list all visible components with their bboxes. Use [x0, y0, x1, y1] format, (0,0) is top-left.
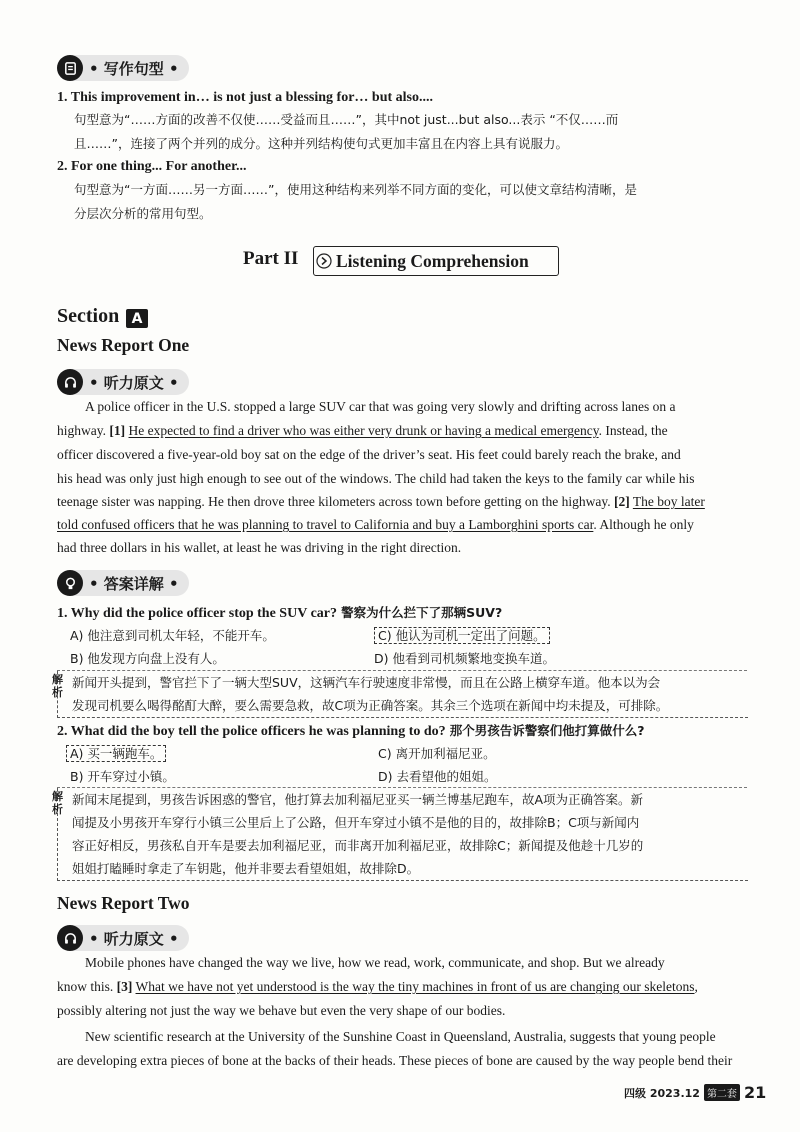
pattern-1-title: 1. This improvement in… is not just a blessing for… but also.... — [57, 90, 433, 105]
listening-script-tag-1: • 听力原文 • — [57, 369, 189, 395]
headphones-icon — [57, 369, 83, 395]
transcript-1-line1: A police officer in the U.S. stopped a large SUV car that was going very slowly and drifting across lanes on a — [85, 399, 676, 414]
page-footer — [624, 1083, 766, 1102]
chevron-right-icon — [316, 253, 332, 269]
headphones-icon — [57, 925, 83, 951]
q1-option-c-correct: C) 他认为司机一定出了问题。 — [374, 624, 550, 648]
transcript-1-line3: officer discovered a five-year-old boy sat on the edge of the driver’s seat. His feet could barely reach the brake, and — [57, 447, 681, 462]
transcript-2-line2: know this. [3] What we have not yet understood is the way the tiny machines in front of us are changing our skeletons, — [57, 979, 698, 994]
transcript-1-line5: teenage sister was napping. He then drove three kilometers across town before getting on the highway. [2] The boy later — [57, 494, 705, 509]
q2-option-b: B) 开车穿过小镇。 — [70, 769, 175, 784]
set-badge: 第二套 — [704, 1084, 740, 1101]
transcript-1-line7: had three dollars in his wallet, at least he was driving in the right direction. — [57, 540, 462, 555]
transcript-2-line5: are developing extra pieces of bone at the backs of their heads. These pieces of bone are caused by the way people bend their — [57, 1053, 733, 1068]
news-report-two-heading: News Report Two — [57, 893, 190, 913]
part-label: Part II — [243, 248, 299, 269]
question-1: 1. Why did the police officer stop the SUV car? 警察为什么拦下了那辆SUV? — [57, 605, 503, 621]
section-label: Section — [57, 305, 120, 327]
pattern-2-explanation-line2: 分层次分析的常用句型。 — [74, 206, 212, 221]
page-number: 21 — [743, 1083, 767, 1102]
question-marker-3: [3] — [116, 979, 133, 994]
issue-label: 四级 2023.12 — [624, 1086, 700, 1100]
q1-option-b: B) 他发现方向盘上没有人。 — [70, 651, 225, 666]
q1-option-d: D) 他看到司机频繁地变换车道。 — [374, 651, 555, 666]
transcript-2-line4: New scientific research at the University of the Sunshine Coast in Queensland, Australia, suggests that young people — [85, 1029, 716, 1044]
answer-explanation-tag: • 答案详解 • — [57, 570, 189, 596]
question-2: 2. What did the boy tell the police officers he was planning to do? 那个男孩告诉警察们他打算做什么? — [57, 723, 645, 739]
lightbulb-icon — [57, 570, 83, 596]
q2-option-a-correct: A) 买一辆跑车。 — [66, 742, 166, 766]
news-report-one-heading: News Report One — [57, 335, 190, 355]
analysis-label: 解析 — [52, 673, 63, 699]
writing-patterns-tag: • 写作句型 • — [57, 55, 189, 81]
transcript-2-line1: Mobile phones have changed the way we live, how we read, work, communicate, and shop. But we already — [85, 955, 665, 970]
transcript-1-line2: highway. [1] He expected to find a driver who was either very drunk or having a medical emergency. Instead, the — [57, 423, 668, 438]
pattern-1-explanation-line2: 且……”，连接了两个并列的成分。这种并列结构使句式更加丰富且在内容上具有说服力。 — [74, 136, 568, 151]
key-sentence-3: What we have not yet understood is the way the tiny machines in front of us are changing our skeletons — [135, 979, 695, 994]
transcript-1-line6: told confused officers that he was planning to travel to California and buy a Lamborghini sports car. Although he only — [57, 517, 694, 532]
section-letter-badge: A — [126, 309, 148, 328]
analysis-label: 解析 — [52, 790, 63, 816]
q1-analysis: 解析 新闻开头提到，警官拦下了一辆大型SUV，这辆汽车行驶速度非常慢，而且在公路上横穿车道。他本以为会 发现司机要么喝得酩酊大醉，要么需要急救，故C项为正确答案。其余三个选项在新闻中均未提及，可排除。 — [57, 671, 748, 718]
part-title-box — [313, 246, 559, 276]
q2-option-d: D) 去看望他的姐姐。 — [378, 769, 497, 784]
pattern-2-explanation-line1: 句型意为“一方面……另一方面……”，使用这种结构来列举不同方面的变化，可以使文章结构清晰，是 — [74, 182, 637, 197]
key-sentence-2-end: told confused officers that he was planning to travel to California and buy a Lamborghini sports car — [57, 517, 594, 532]
q1-option-a: A) 他注意到司机太年轻，不能开车。 — [70, 628, 275, 643]
key-sentence-2-start: The boy later — [632, 494, 705, 509]
pattern-2-title: 2. For one thing... For another... — [57, 159, 247, 174]
q2-option-c: C) 离开加利福尼亚。 — [378, 746, 496, 761]
question-marker-2: [2] — [613, 494, 630, 509]
transcript-2-line3: possibly altering not just the way we behave but even the very shape of our bodies. — [57, 1003, 506, 1018]
pattern-1-explanation-line1: 句型意为“……方面的改善不仅使……受益而且……”，其中not just...but also...表示 “不仅……而 — [74, 112, 619, 127]
q2-analysis: 解析 新闻末尾提到，男孩告诉困惑的警官，他打算去加利福尼亚买一辆兰博基尼跑车，故A项为正确答案。新 闻提及小男孩开车穿行小镇三公里后上了公路，但开车穿过小镇不是他的目的，故排除B；C项与新闻内 容正好相反，男孩私自开车是要去加利福尼亚，而非离开加利福尼亚，故排除C；新闻提及他趁十几岁的 姐姐打瞌睡时拿走了车钥匙，他并非要去看望姐姐，故排除D。 — [57, 788, 748, 881]
key-sentence-1: He expected to find a driver who was either very drunk or having a medical emergency — [128, 423, 599, 438]
notebook-icon — [57, 55, 83, 81]
listening-script-tag-2: • 听力原文 • — [57, 925, 189, 951]
transcript-1-line4: his head was only just high enough to see out of the windows. The child had taken the keys to the family car while his — [57, 471, 695, 486]
question-marker-1: [1] — [109, 423, 126, 438]
part-title: Listening Comprehension — [336, 250, 529, 271]
